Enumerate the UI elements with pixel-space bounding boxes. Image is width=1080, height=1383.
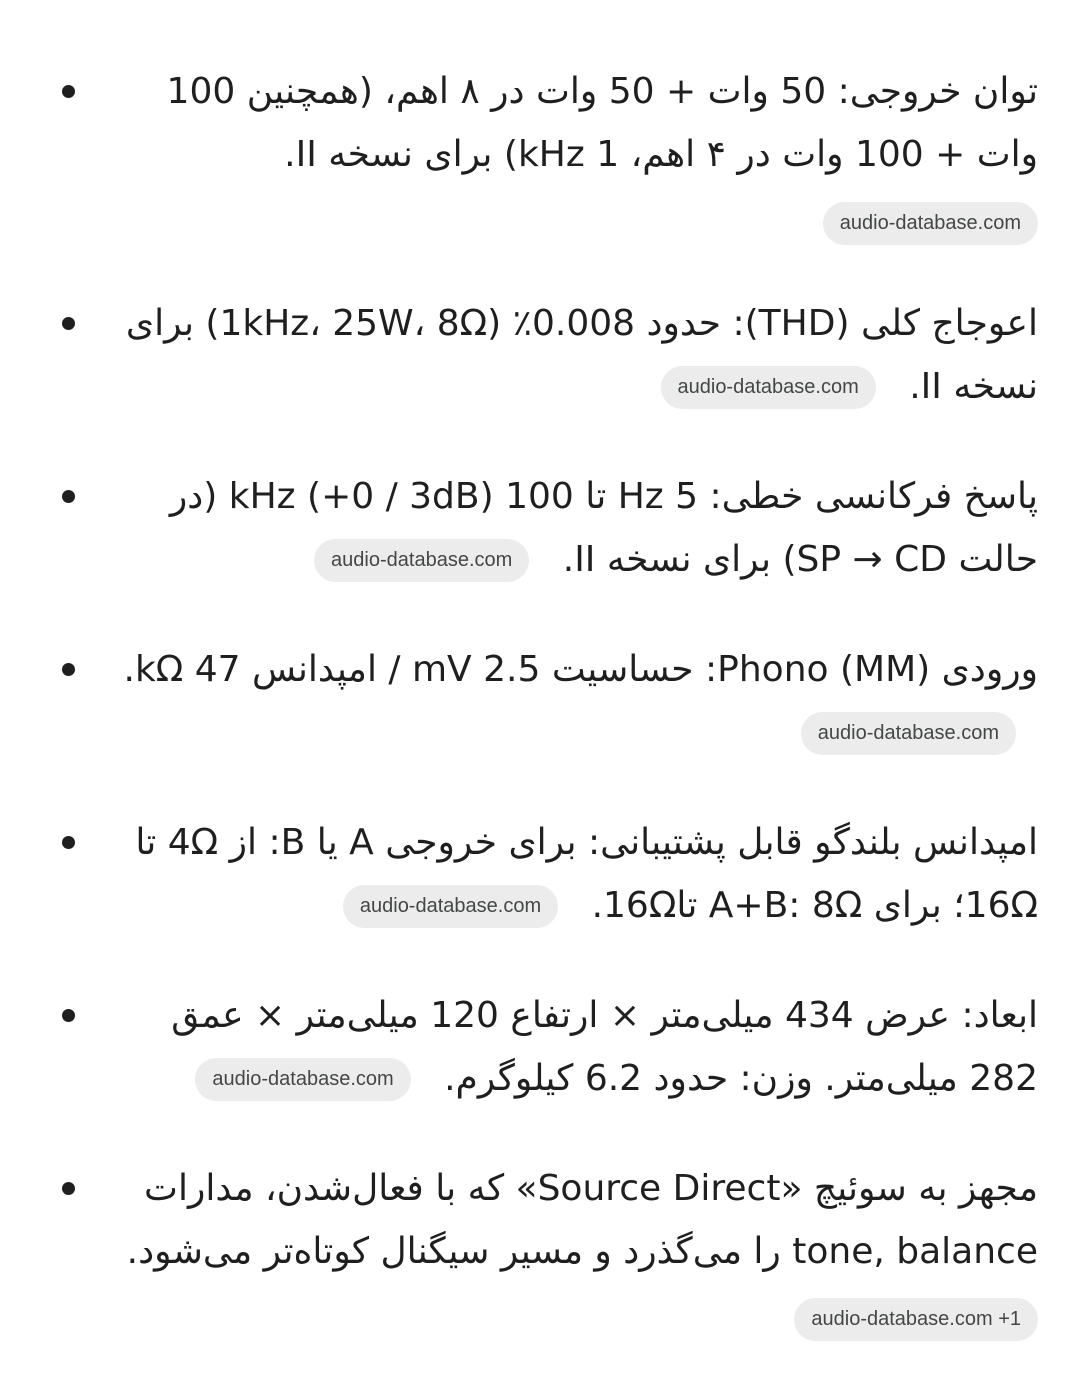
source-chip[interactable]: audio-database.com — [314, 539, 529, 582]
source-chip[interactable]: audio-database.com — [801, 712, 1016, 755]
bullet-icon — [62, 1009, 75, 1022]
source-chip[interactable]: audio-database.com — [661, 366, 876, 409]
spec-item-frequency-response — [108, 465, 1038, 591]
spec-text: ابعاد: عرض 434 میلی‌متر × ارتفاع 120 میلی‌متر × عمق 282 میلی‌متر. وزن: حدود 6.2 کیلوگرم. — [171, 994, 1038, 1099]
bullet-icon — [62, 663, 75, 676]
spec-text: توان خروجی: 50 وات + 50 وات در ۸ اهم، (همچنین 100 وات + 100 وات در ۴ اهم، kHz 1) برای نسخه II. — [166, 71, 1038, 175]
source-chip[interactable]: audio-database.com — [195, 1058, 410, 1101]
spec-text: پاسخ فرکانسی خطی: 5 Hz تا 100 kHz (+0 / 3dB) (در حالت SP → CD) برای نسخه II. — [169, 475, 1038, 580]
bullet-icon — [62, 85, 75, 98]
spec-text: ورودی Phono (MM): حساسیت 2.5 mV / امپدانس 47 kΩ. — [123, 648, 1038, 690]
spec-item-dimensions — [108, 984, 1038, 1110]
spec-text: مجهز به سوئیچ «Source Direct» که با فعال‌شدن، مدارات tone, balance را می‌گذرد و مسیر سیگنال کوتاه‌تر می‌شود. — [126, 1167, 1038, 1272]
spec-item-source-direct — [108, 1157, 1038, 1342]
source-chip[interactable]: audio-database.com — [823, 202, 1038, 245]
bullet-icon — [62, 1182, 75, 1195]
source-chip-row — [108, 200, 1038, 245]
source-chip[interactable]: audio-database.com — [343, 885, 558, 928]
bullet-icon — [62, 490, 75, 503]
spec-item-power — [108, 60, 1038, 245]
spec-item-phono-input — [108, 638, 1038, 764]
spec-text: اعوجاج کلی (THD): حدود 0.008٪ (1kHz، 25W، 8Ω) برای نسخه II. — [125, 302, 1038, 407]
spec-item-thd — [108, 292, 1038, 418]
spec-item-speaker-impedance — [108, 811, 1038, 937]
source-chip-row — [108, 1297, 1038, 1342]
bullet-icon — [62, 317, 75, 330]
spec-text: امپدانس بلندگو قابل پشتیبانی: برای خروجی A یا B: از 4Ω تا 16Ω؛ برای A+B: 8Ω تا16Ω. — [135, 821, 1038, 926]
source-chip[interactable]: audio-database.com +1 — [794, 1298, 1038, 1341]
bullet-icon — [62, 836, 75, 849]
